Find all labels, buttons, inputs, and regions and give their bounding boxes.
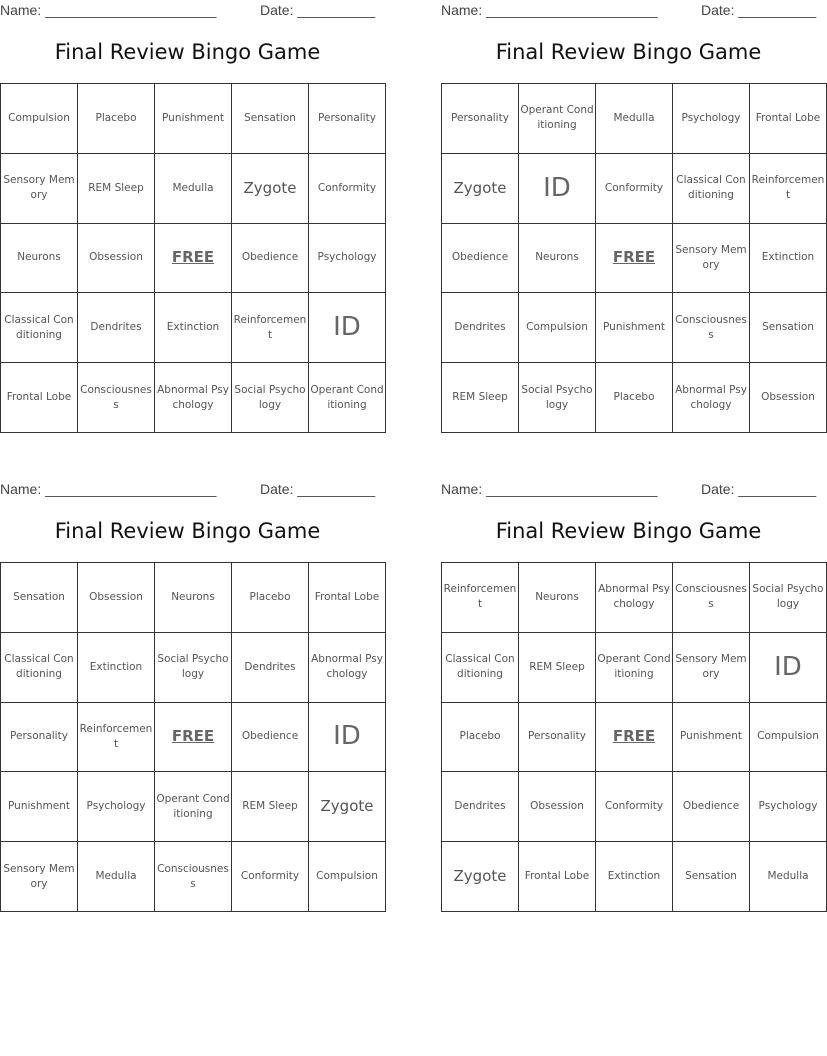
bingo-grid bbox=[0, 562, 386, 912]
bingo-cell: Personality bbox=[442, 84, 519, 154]
bingo-cell: Psychology bbox=[750, 772, 827, 842]
bingo-cell: Extinction bbox=[596, 842, 673, 912]
bingo-cell: Classical Conditioning bbox=[673, 153, 750, 223]
bingo-cell: Reinforcement bbox=[750, 153, 827, 223]
name-field: Name: ______________________ bbox=[441, 481, 658, 497]
bingo-cell: Dendrites bbox=[442, 293, 519, 363]
bingo-cell: Consciousness bbox=[78, 363, 155, 433]
name-date-row bbox=[441, 0, 816, 20]
card-title: Final Review Bingo Game bbox=[495, 40, 762, 64]
bingo-row bbox=[442, 563, 827, 633]
bingo-cell: Obsession bbox=[750, 363, 827, 433]
bingo-cell: Neurons bbox=[519, 223, 596, 293]
bingo-cell: Conformity bbox=[596, 153, 673, 223]
bingo-cell: Compulsion bbox=[519, 293, 596, 363]
bingo-cell: Abnormal Psychology bbox=[673, 363, 750, 433]
bingo-row bbox=[1, 84, 386, 154]
bingo-row bbox=[442, 702, 827, 772]
bingo-cell: Placebo bbox=[232, 563, 309, 633]
name-field: Name: ______________________ bbox=[441, 2, 658, 18]
bingo-cell: Social Psychology bbox=[519, 363, 596, 433]
bingo-card-4 bbox=[441, 479, 824, 886]
bingo-row bbox=[442, 293, 827, 363]
bingo-cell: Conformity bbox=[596, 772, 673, 842]
card-title: Final Review Bingo Game bbox=[54, 40, 321, 64]
bingo-row bbox=[442, 84, 827, 154]
bingo-cell: Personality bbox=[1, 702, 78, 772]
bingo-grid bbox=[0, 83, 386, 433]
bingo-cell: Placebo bbox=[596, 363, 673, 433]
bingo-cell: ID bbox=[750, 632, 827, 702]
bingo-card-1 bbox=[0, 0, 384, 411]
bingo-cell: Reinforcement bbox=[78, 702, 155, 772]
bingo-cell: Consciousness bbox=[155, 842, 232, 912]
bingo-cell: Abnormal Psychology bbox=[155, 363, 232, 433]
bingo-cell: Neurons bbox=[1, 223, 78, 293]
bingo-card-3 bbox=[0, 479, 383, 890]
name-date-row bbox=[0, 479, 375, 499]
bingo-row bbox=[1, 842, 386, 912]
bingo-row bbox=[442, 153, 827, 223]
free-space: FREE bbox=[596, 223, 673, 293]
bingo-cell: Operant Conditioning bbox=[155, 772, 232, 842]
bingo-grid bbox=[441, 83, 827, 433]
bingo-cell: Classical Conditioning bbox=[1, 293, 78, 363]
bingo-cell: Sensory Memory bbox=[1, 153, 78, 223]
bingo-cell: Psychology bbox=[673, 84, 750, 154]
bingo-cell: Reinforcement bbox=[232, 293, 309, 363]
bingo-cell: Frontal Lobe bbox=[750, 84, 827, 154]
bingo-cell: Placebo bbox=[78, 84, 155, 154]
bingo-cell: Social Psychology bbox=[232, 363, 309, 433]
bingo-cell: Sensation bbox=[673, 842, 750, 912]
bingo-row bbox=[442, 363, 827, 433]
bingo-cell: Extinction bbox=[78, 632, 155, 702]
free-space: FREE bbox=[155, 223, 232, 293]
bingo-cell: Punishment bbox=[155, 84, 232, 154]
bingo-cell: Personality bbox=[309, 84, 386, 154]
bingo-cell: Consciousness bbox=[673, 293, 750, 363]
bingo-cell: Medulla bbox=[155, 153, 232, 223]
free-space: FREE bbox=[155, 702, 232, 772]
bingo-cell: Punishment bbox=[596, 293, 673, 363]
bingo-row bbox=[1, 702, 386, 772]
bingo-cell: Placebo bbox=[442, 702, 519, 772]
bingo-grid bbox=[441, 562, 827, 912]
card-title: Final Review Bingo Game bbox=[495, 519, 762, 543]
bingo-cell: Zygote bbox=[442, 842, 519, 912]
bingo-row bbox=[1, 632, 386, 702]
bingo-cell: Punishment bbox=[673, 702, 750, 772]
bingo-cell: Dendrites bbox=[232, 632, 309, 702]
bingo-cell: Zygote bbox=[309, 772, 386, 842]
date-field: Date: __________ bbox=[260, 481, 376, 497]
bingo-cell: Social Psychology bbox=[750, 563, 827, 633]
bingo-cell: Psychology bbox=[309, 223, 386, 293]
bingo-cell: Classical Conditioning bbox=[1, 632, 78, 702]
bingo-cell: Sensory Memory bbox=[673, 223, 750, 293]
bingo-cell: REM Sleep bbox=[232, 772, 309, 842]
bingo-cell: Classical Conditioning bbox=[442, 632, 519, 702]
bingo-cell: Neurons bbox=[519, 563, 596, 633]
bingo-row bbox=[442, 772, 827, 842]
bingo-cell: Medulla bbox=[78, 842, 155, 912]
bingo-cell: Reinforcement bbox=[442, 563, 519, 633]
bingo-cell: Operant Conditioning bbox=[519, 84, 596, 154]
bingo-cell: ID bbox=[519, 153, 596, 223]
card-title: Final Review Bingo Game bbox=[54, 519, 321, 543]
date-field: Date: __________ bbox=[260, 2, 376, 18]
bingo-cell: Psychology bbox=[78, 772, 155, 842]
bingo-cell: Neurons bbox=[155, 563, 232, 633]
bingo-cell: Extinction bbox=[155, 293, 232, 363]
bingo-cell: Obedience bbox=[232, 223, 309, 293]
name-field: Name: ______________________ bbox=[0, 481, 217, 497]
bingo-cell: Sensory Memory bbox=[1, 842, 78, 912]
bingo-cell: Frontal Lobe bbox=[309, 563, 386, 633]
bingo-cell: Frontal Lobe bbox=[519, 842, 596, 912]
bingo-cell: Conformity bbox=[232, 842, 309, 912]
bingo-row bbox=[1, 772, 386, 842]
bingo-row bbox=[1, 223, 386, 293]
bingo-cell: REM Sleep bbox=[78, 153, 155, 223]
bingo-cell: Obsession bbox=[78, 223, 155, 293]
bingo-cell: REM Sleep bbox=[519, 632, 596, 702]
bingo-row bbox=[442, 223, 827, 293]
bingo-cell: Zygote bbox=[232, 153, 309, 223]
bingo-cell: Obedience bbox=[232, 702, 309, 772]
bingo-cell: Obsession bbox=[78, 563, 155, 633]
bingo-cell: Obedience bbox=[673, 772, 750, 842]
bingo-cell: Punishment bbox=[1, 772, 78, 842]
bingo-row bbox=[1, 563, 386, 633]
bingo-cell: Operant Conditioning bbox=[596, 632, 673, 702]
bingo-row bbox=[1, 363, 386, 433]
free-space: FREE bbox=[596, 702, 673, 772]
bingo-row bbox=[442, 632, 827, 702]
bingo-row bbox=[1, 153, 386, 223]
bingo-cell: Conformity bbox=[309, 153, 386, 223]
bingo-cell: Sensation bbox=[1, 563, 78, 633]
name-date-row bbox=[441, 479, 816, 499]
bingo-cell: Sensory Memory bbox=[673, 632, 750, 702]
bingo-cell: Compulsion bbox=[1, 84, 78, 154]
bingo-cell: ID bbox=[309, 293, 386, 363]
bingo-cell: Sensation bbox=[750, 293, 827, 363]
bingo-cell: Extinction bbox=[750, 223, 827, 293]
name-field: Name: ______________________ bbox=[0, 2, 217, 18]
bingo-cell: Obsession bbox=[519, 772, 596, 842]
bingo-cell: Operant Conditioning bbox=[309, 363, 386, 433]
bingo-cell: Social Psychology bbox=[155, 632, 232, 702]
bingo-cell: Compulsion bbox=[750, 702, 827, 772]
bingo-row bbox=[442, 842, 827, 912]
bingo-cell: Abnormal Psychology bbox=[596, 563, 673, 633]
bingo-cell: Dendrites bbox=[442, 772, 519, 842]
bingo-cell: Frontal Lobe bbox=[1, 363, 78, 433]
name-date-row bbox=[0, 0, 375, 20]
date-field: Date: __________ bbox=[701, 481, 817, 497]
bingo-cell: Medulla bbox=[750, 842, 827, 912]
bingo-cell: Obedience bbox=[442, 223, 519, 293]
bingo-card-2 bbox=[441, 0, 825, 411]
bingo-cell: Dendrites bbox=[78, 293, 155, 363]
bingo-row bbox=[1, 293, 386, 363]
bingo-cell: Sensation bbox=[232, 84, 309, 154]
date-field: Date: __________ bbox=[701, 2, 817, 18]
bingo-cell: Consciousness bbox=[673, 563, 750, 633]
bingo-cell: Medulla bbox=[596, 84, 673, 154]
bingo-cell: ID bbox=[309, 702, 386, 772]
bingo-cell: Abnormal Psychology bbox=[309, 632, 386, 702]
bingo-cell: REM Sleep bbox=[442, 363, 519, 433]
bingo-cell: Zygote bbox=[442, 153, 519, 223]
bingo-cell: Compulsion bbox=[309, 842, 386, 912]
bingo-cell: Personality bbox=[519, 702, 596, 772]
